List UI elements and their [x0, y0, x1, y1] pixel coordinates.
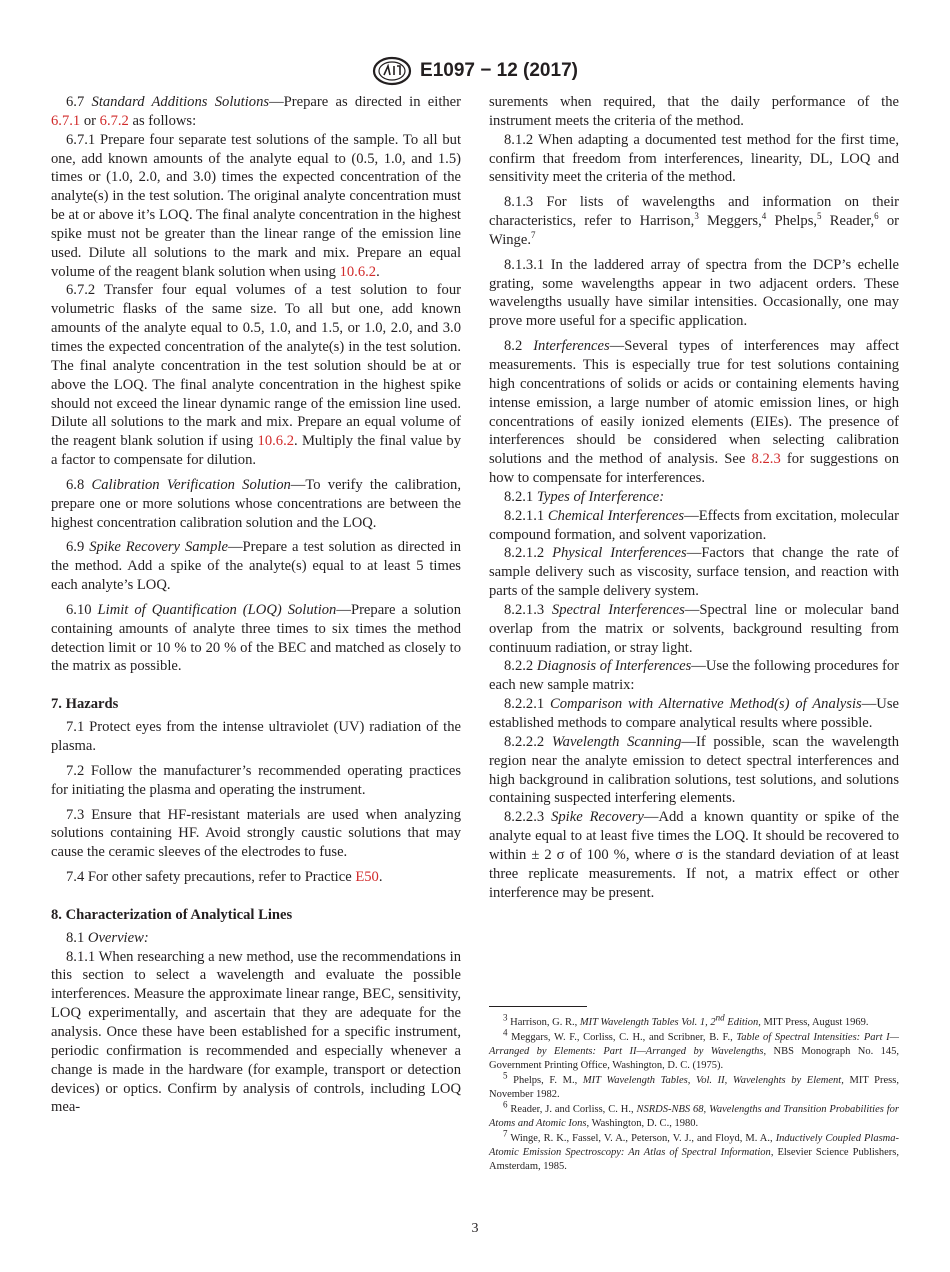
section-8-1: 8.1 Overview:: [66, 929, 149, 946]
section-8-1-1: 8.1.1 When researching a new method, use the recommendations in this section to select a wavelength and evaluate the possible interferences. Measure the approximate linear range, BEC, sensitivity, LOQ experimentally, and ascertain that they are adequate for the analysis. Once these have been established for a specific instrument, periodic confirmation is recommended and especially whenever a change is made in the hardware (for example, transport or detection devices) or optics. Confirm by analysis of controls, including LOQ mea-: [51, 948, 461, 1116]
section-6-7-1: 6.7.1 Prepare four separate test solutions of the sample. To all but one, add known amounts of the analyte equal to (0.5, 1.0, and 1.5) times or (1.0, 2.0, and 3.0) times the expected concentration of the analyte(s) in the test solution. The original analyte concentration must be at or above it’s LOQ. The final analyte concentration in the highest spike must not be greater than the linear range of the emission line used. Dilute all solutions to the mark and mix. Prepare an equal volume of the reagent blank solution when using 10.6.2.: [51, 131, 461, 280]
section-8-1-3-1: 8.1.3.1 In the laddered array of spectra from the DCP’s echelle grating, some wavelengths appear in two adjacent orders. These wavelengths usually have similar intensities. Occasionally, one may prove more useful for a specific application.: [489, 256, 899, 330]
footnote-ref-7[interactable]: 7: [530, 230, 536, 241]
section-6-7-2: 6.7.2 Transfer four equal volumes of a test solution to four volumetric flasks of the same size. To all but one, add known amounts of the analyte equal to 0.5, 1.0, and 1.5, or 1.0, 2.0, and 3.0 times the expected concentration of the analyte(s) in the test solution. The final analyte concentration in the test solution should be at or above the LOQ. The final analyte concentration in the highest spike should not exceed the linear dynamic range of the emission line used. Dilute all solutions to the mark and mix. Prepare an equal volume of the reagent blank solution if using 10.6.2. Multiply the final value by a factor to compensate for dilution.: [51, 282, 461, 469]
section-8-2-2-2: 8.2.2.2 Wavelength Scanning—If possible, scan the wavelength region near the analyte emission to detect spectral interferences and high background in calibration solutions, test solutions, and solutions containing suspected interfering elements.: [489, 733, 900, 807]
footnote-3: $^3$ Harrison, G. R., MIT Wavelength Tables Vol. 1, 2nd Edition, MIT Press, August 1969.: [503, 1012, 869, 1028]
ref-6-7-2-link[interactable]: 6.7.2: [99, 112, 129, 129]
section-8-2-1-2: 8.2.1.2 Physical Interferences—Factors that change the rate of sample delivery such as viscosity, surface tension, and reaction with parts of the sample delivery system.: [489, 545, 899, 600]
section-6-9: 6.9 Spike Recovery Sample—Prepare a test solution as directed in the method. Add a spike of the analyte(s) equal to at least 5 times each analyte’s LOQ.: [51, 539, 462, 594]
section-8-2-2-3: 8.2.2.3 Spike Recovery—Add a known quantity or spike of the analyte equal to at least five times the LOQ. It should be recovered to within ± 2 σ of 100 %, where σ is the standard deviation of at least three replicate measurements. If not, a matrix effect or other interference may be present.: [489, 809, 900, 901]
section-8-2-2-1: 8.2.2.1 Comparison with Alternative Method(s) of Analysis—Use established methods to compare analytical results where possible.: [489, 696, 899, 731]
section-8-2-1-3: 8.2.1.3 Spectral Interferences—Spectral line or molecular band overlap from the matrix or solvents, background resulting from continuum radiation, or stray light.: [489, 601, 899, 656]
footnote-ref-4[interactable]: 4: [761, 211, 767, 222]
section-8-heading: 8. Characterization of Analytical Lines: [51, 906, 293, 923]
footnote-4: $^4$ Meggars, W. F., Corliss, C. H., and Scribner, B. F., Table of Spectral Intensities: Part I—Arranged by Elements: Part II—Arranged by Wavelengths, NBS Monograph No. 145, Government Printing Office, Washington, D. C. (1975).: [489, 1027, 899, 1071]
section-7-heading: 7. Hazards: [51, 696, 119, 713]
section-7-4: 7.4 For other safety precautions, refer to Practice E50.: [66, 869, 383, 886]
section-8-2-2: 8.2.2 Diagnosis of Interferences—Use the following procedures for each new sample matrix:: [489, 658, 900, 694]
section-8-2: 8.2 Interferences—Several types of interferences may affect measurements. This is especially true for test solutions containing high concentrations of solids or acids or containing elements having intense emission, a large number of atomic emission lines, or high concentrations of easily ionized elements (EIEs). The presence of interferences should be considered when selecting calibration solutions and the method of analysis. See 8.2.3 for suggestions on how to compensate for interferences.: [489, 338, 899, 487]
section-8-1-1-continued: surements when required, that the daily performance of the instrument meets the criteria of the method.: [489, 94, 899, 129]
section-7-3: 7.3 Ensure that HF-resistant materials are used when analyzing solutions containing HF. Avoid strongly caustic solutions that may cause the ceramic sleeves of the electrodes to fuse.: [51, 806, 461, 861]
astm-logo-icon: [372, 55, 412, 87]
standard-designation: E1097 − 12 (2017): [420, 60, 578, 81]
footnote-divider: [489, 1006, 587, 1007]
ref-10-6-2-link[interactable]: 10.6.2: [257, 433, 295, 450]
right-column: [489, 93, 899, 902]
footnote-ref-3[interactable]: 3: [694, 211, 699, 222]
footnote-ref-6[interactable]: 6: [874, 211, 879, 222]
ref-e50-link[interactable]: E50: [355, 869, 379, 886]
footnote-5: $^5$ Phelps, F. M., MIT Wavelength Tables, Vol. II, Wavelenghts by Element, MIT Press, November 1982.: [489, 1070, 899, 1100]
section-6-8: 6.8 Calibration Verification Solution—To verify the calibration, prepare one or more solutions whose concentrations are between the highest concentration calibration solution and the LOQ.: [51, 476, 461, 531]
ref-10-6-2-link[interactable]: 10.6.2: [339, 263, 377, 280]
ref-8-2-3-link[interactable]: 8.2.3: [751, 451, 781, 468]
footnote-7: $^7$ Winge, R. K., Fassel, V. A., Peterson, V. J., and Floyd, M. A., Inductively Coupled Plasma-Atomic Emission Spectroscopy: An Atlas of Spectral Information, Elsevier Science Publishers, Amsterdam, 1985.: [489, 1128, 899, 1172]
section-7-1: 7.1 Protect eyes from the intense ultraviolet (UV) radiation of the plasma.: [51, 719, 461, 754]
section-8-1-2: 8.1.2 When adapting a documented test method for the first time, confirm that freedom from interferences, linearity, DL, LOQ and sensitivity meet the criteria of the method.: [489, 131, 899, 186]
page-header: [0, 55, 950, 87]
footnote-6: $^6$ Reader, J. and Corliss, C. H., NSRDS-NBS 68, Wavelengths and Transition Probabilities for Atoms and Atomic Ions, Washington, D. C., 1980.: [489, 1099, 900, 1129]
section-8-1-3: 8.1.3 For lists of wavelengths and information on their characteristics, refer to Harrison,$^3$ Meggers,$^4$ Phelps,$^5$ Reader,$^6$ or Winge.$^7$: [489, 194, 899, 248]
section-6-7: 6.7 Standard Additions Solutions—Prepare as directed in either 6.7.1 or 6.7.2 as follows:: [51, 94, 462, 129]
footnote-ref-5[interactable]: 5: [817, 211, 822, 222]
section-8-2-1-1: 8.2.1.1 Chemical Interferences—Effects from excitation, molecular compound formation, and solvent vaporization.: [489, 507, 899, 543]
left-column: [51, 93, 461, 1117]
section-6-10: 6.10 Limit of Quantification (LOQ) Solution—Prepare a solution containing amounts of analyte three times to six times the method detection limit or 10 % to 20 % of the BEC and matched as closely to the matrix as possible.: [51, 601, 462, 675]
ref-6-7-1-link[interactable]: 6.7.1: [51, 112, 81, 129]
section-8-2-1: 8.2.1 Types of Interference:: [504, 488, 665, 505]
footnotes: [489, 1012, 900, 1175]
page-number: 3: [471, 1221, 479, 1236]
section-7-2: 7.2 Follow the manufacturer’s recommended operating practices for initiating the plasma and operating the instrument.: [51, 762, 461, 798]
